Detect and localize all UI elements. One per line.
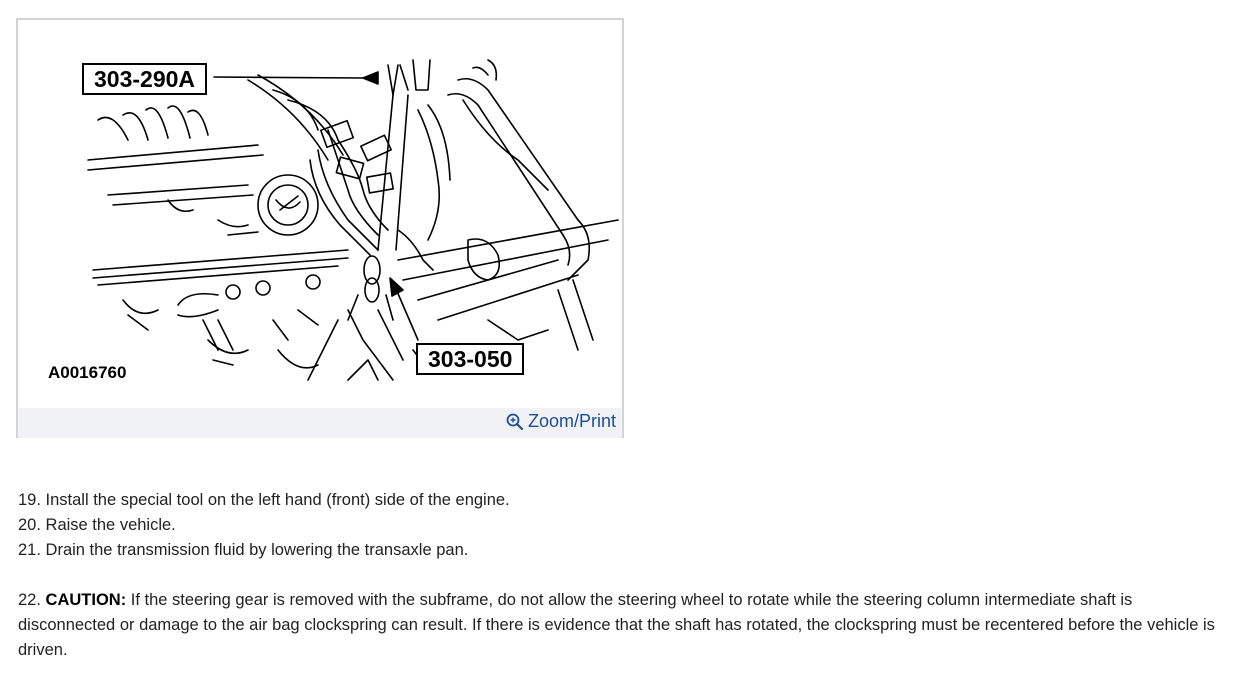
engine-illustration [18,20,622,406]
figure-panel [16,18,624,438]
figure-footer [18,408,622,438]
step-text: Raise the vehicle. [45,516,176,534]
caution-text: If the steering gear is removed with the subframe, do not allow the steering wheel to rotate while the steering column intermediate shaft is disconnected or damage to the air bag clockspring can result. If there is evidence that the shaft has rotated, the clockspring must be recentered before the vehicle is driven. [18,591,1215,659]
callout-label-top: 303-290A [82,63,207,95]
step-item [18,488,1233,513]
step-text: Drain the transmission fluid by lowering the transaxle pan. [45,541,469,559]
zoom-print-label: Zoom/Print [527,411,616,431]
step-number: 21. [18,541,41,559]
step-item [18,513,1233,538]
step-number: 20. [18,516,41,534]
step-number: 19. [18,491,41,509]
zoom-print-link[interactable] [506,411,616,432]
figure-id: A0016760 [48,363,127,382]
caution-step [18,588,1233,663]
step-text: Install the special tool on the left hand (front) side of the engine. [45,491,510,509]
step-number: 22. [18,591,41,609]
procedure-steps [18,488,1233,663]
callout-label-bottom: 303-050 [416,343,524,375]
step-spacer [18,563,1233,588]
step-item [18,538,1233,563]
zoom-in-icon [506,413,524,431]
caution-label: CAUTION: [45,591,127,609]
